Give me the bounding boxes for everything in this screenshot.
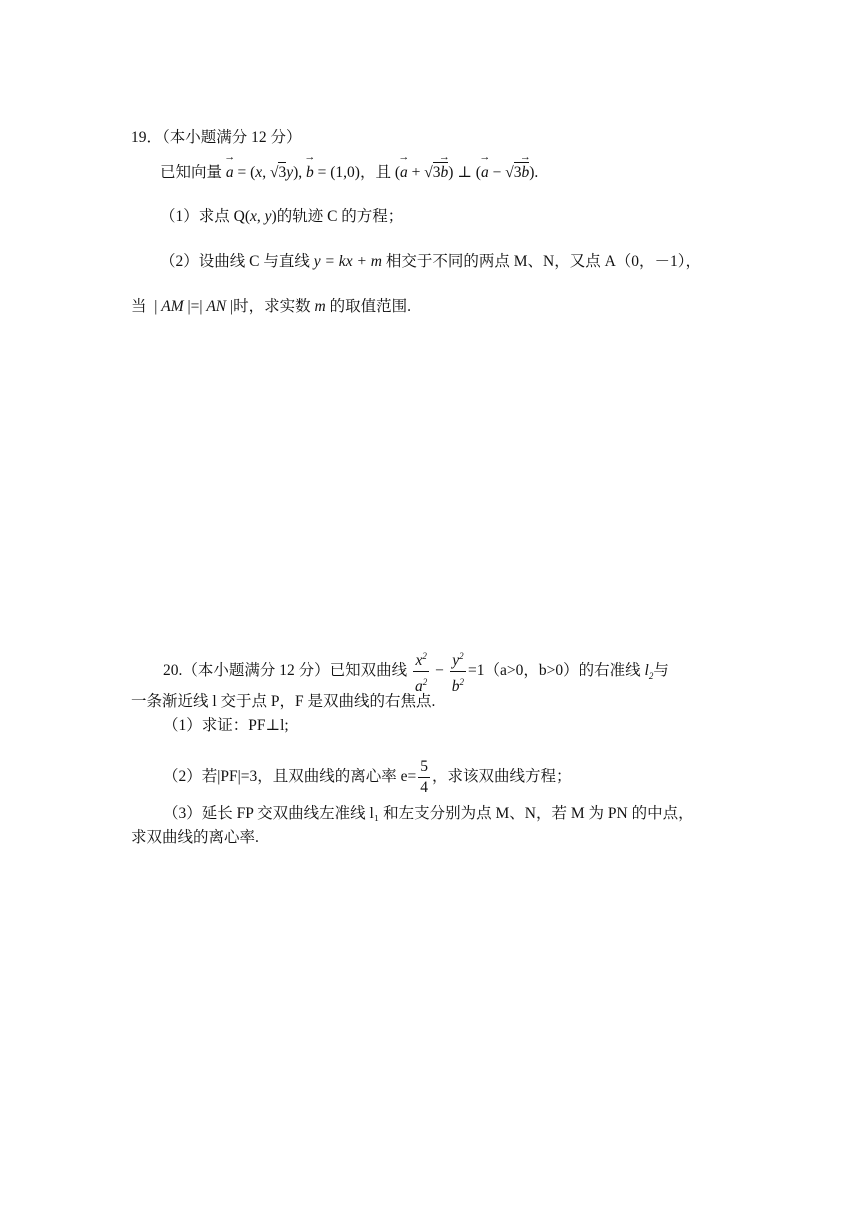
q19-part2-text2: 相交于不同的两点 M、N，又点 A（0，－1）， [385,253,702,270]
q20-points: （本小题满分 12 分） [182,662,330,680]
q20-after-l2: 与 [653,662,669,680]
q20-cond: =1（a>0，b>0）的右准线 [468,662,641,680]
q19-mid: 时，求实数 [233,298,311,315]
q20-frac-x: $\frac{x^2}{a^2}$ [413,646,429,697]
q19-m: m [310,298,330,315]
q20-part2-suffix: ，求该双曲线方程； [431,768,572,786]
q20-eccentricity-frac [418,757,430,798]
q19-abs-formula: | AM |=| AN | [150,298,234,315]
q19-part1-suffix: 的轨迹 C 的方程； [276,208,404,225]
q20-part3-line2: 求双曲线的离心率. [131,829,259,846]
q19-intro: 已知向量 [160,164,223,181]
q19-number: 19． [131,129,163,146]
q19-when: 当 [131,298,147,315]
q20-number: 20. [163,662,183,680]
q19-part1 [160,206,403,228]
q19-suffix: 的取值范围. [329,298,411,315]
q19-point-q: (x, y) [244,208,277,225]
q20-part2-prefix: （2）若|PF|=3，且双曲线的离心率 e= [163,768,417,786]
q19-formula-perp: (→ a + √3→ b) ⊥ (→ a − √3→ b). [395,164,538,181]
q19-header [131,127,302,149]
q20-part1: （1）求证：PF⊥l; [163,717,289,734]
q19-cond-prefix: ，且 [359,164,391,181]
q19-part1-prefix: （1）求点 Q [160,208,245,225]
frac-num: 5 [418,757,430,778]
q19-statement [160,162,538,184]
q20-l2: $l_2$ [644,662,654,682]
q20-part2 [163,757,571,798]
q19-part2-text: （2）设曲线 C 与直线 [160,253,310,270]
q19-points: （本小题满分 12 分） [162,129,302,146]
q20-statement: 20.（本小题满分 12 分）已知双曲线 $\frac{x^2}{a^2}$ − $\frac{y^2}{b^2}$ =1（a>0，b>0）的右准线 $l_2$与 [163,646,669,697]
q19-part2-line2 [131,296,411,318]
q19-formula-vectors: → a = (x, √3y), → b = (1,0) [226,164,360,181]
frac-den: 4 [420,779,428,796]
q20-line2: 一条渐近线 l 交于点 P，F 是双曲线的右焦点. [131,693,436,710]
q20-intro: 已知双曲线 [329,662,408,680]
q19-line-formula: y = kx + m [313,253,382,270]
q20-frac-y: $\frac{y^2}{b^2}$ [450,646,466,697]
q19-part2 [160,251,701,273]
q20-part3-line1: （3）延长 FP 交双曲线左准线 l₁ 和左支分别为点 M、N，若 M 为 PN 的中点， [163,805,694,822]
